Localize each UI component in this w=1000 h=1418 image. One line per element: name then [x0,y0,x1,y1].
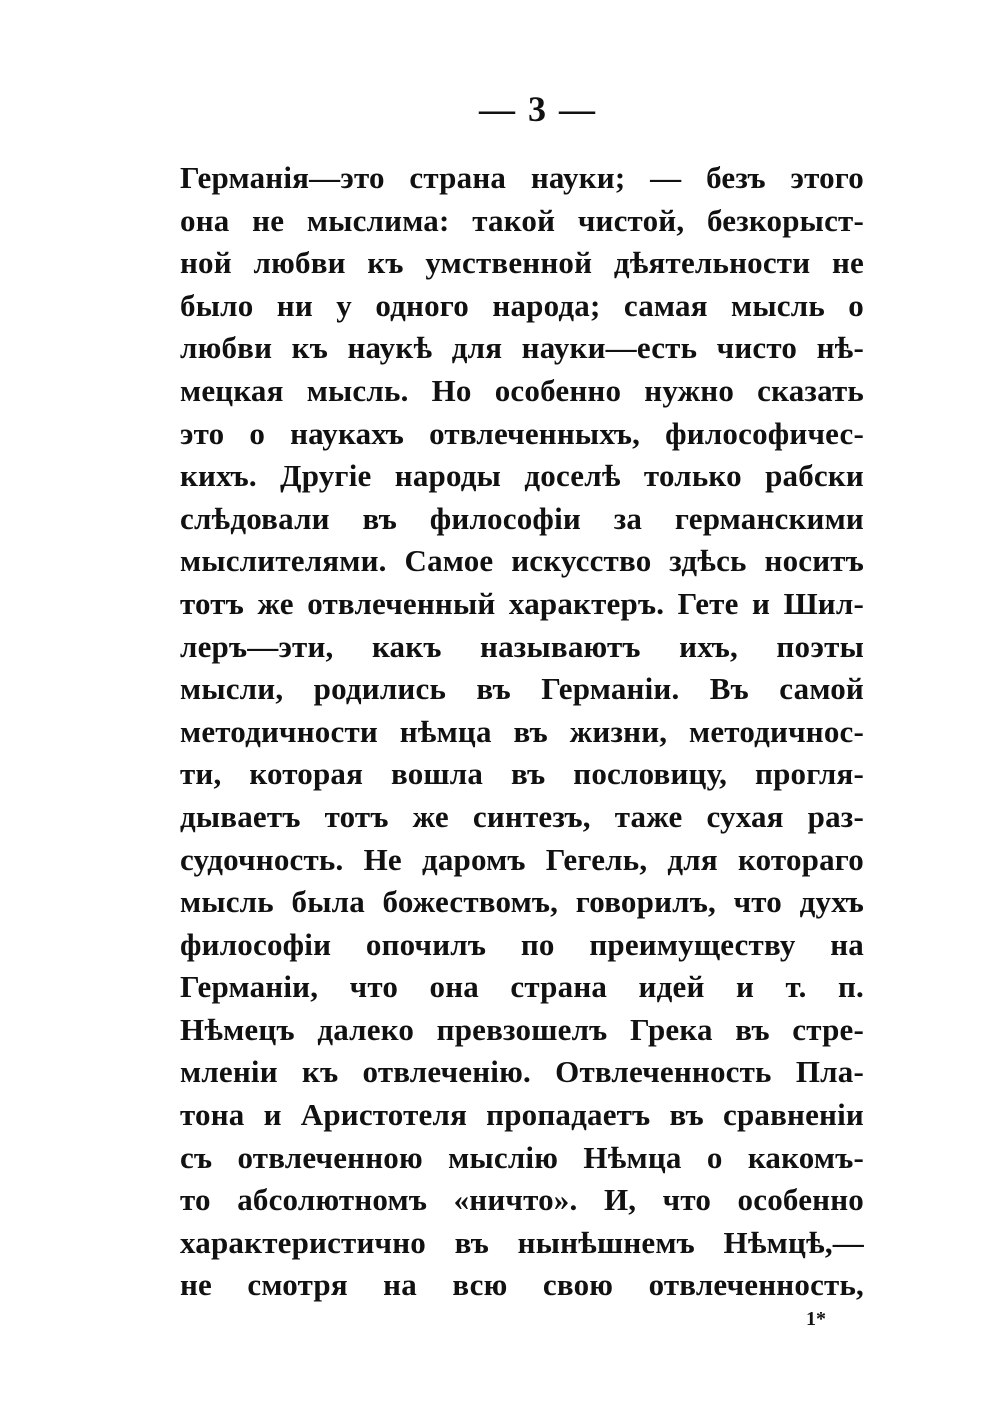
text-line: тона и Аристотеля пропадаетъ въ сравненіи [180,1097,864,1133]
text-line: методичности нѣмца въ жизни, методичнос- [180,713,864,749]
text-line: это о наукахъ отвлеченныхъ, философичес- [180,415,864,451]
text-line: ной любви къ умственной дѣятельности не [180,245,864,281]
text-line: кихъ. Другіе народы доселѣ только рабски [180,458,864,494]
text-line: мецкая мысль. Но особенно нужно сказать [180,372,864,408]
text-line: философіи опочилъ по преимуществу на [180,926,864,962]
text-line: Германія—это страна науки; — безъ этого [180,160,864,195]
text-line: было ни у одного народа; самая мысль о [180,287,864,323]
text-line: тотъ же отвлеченный характеръ. Гете и Шил- [180,585,864,621]
text-line: то абсолютномъ «ничто». И, что особенно [180,1182,864,1218]
text-line: дываетъ тотъ же синтезъ, таже сухая раз- [180,798,864,834]
text-line: ти, которая вошла въ пословицу, прогля- [180,756,864,792]
text-line: Нѣмецъ далеко превзошелъ Грека въ стре- [180,1011,864,1047]
text-line: слѣдовали въ философіи за германскими [180,500,864,536]
text-line: Германіи, что она страна идей и т. п. [180,969,864,1005]
text-line: характеристично въ нынѣшнемъ Нѣмцѣ,— [180,1224,864,1260]
text-line: мысли, родились въ Германіи. Въ самой [180,671,864,707]
text-line: судочность. Не даромъ Гегель, для котораго [180,841,864,877]
text-line: мыслителями. Самое искусство здѣсь носитъ [180,543,864,579]
text-line: она не мыслима: такой чистой, безкорыст- [180,202,864,238]
signature-mark: 1* [806,1308,826,1330]
text-line: мысль была божествомъ, говорилъ, что духъ [180,884,864,920]
text-line: мленіи къ отвлеченію. Отвлеченность Пла- [180,1054,864,1090]
body-text [180,157,864,1307]
text-line: не смотря на всю свою отвлеченность, [180,1267,864,1303]
text-line: любви къ наукѣ для науки—есть чисто нѣ- [180,330,864,366]
page-number: — 3 — [479,89,597,129]
text-line: съ отвлеченною мыслію Нѣмца о какомъ- [180,1139,864,1175]
text-line: леръ—эти, какъ называютъ ихъ, поэты [180,628,864,664]
